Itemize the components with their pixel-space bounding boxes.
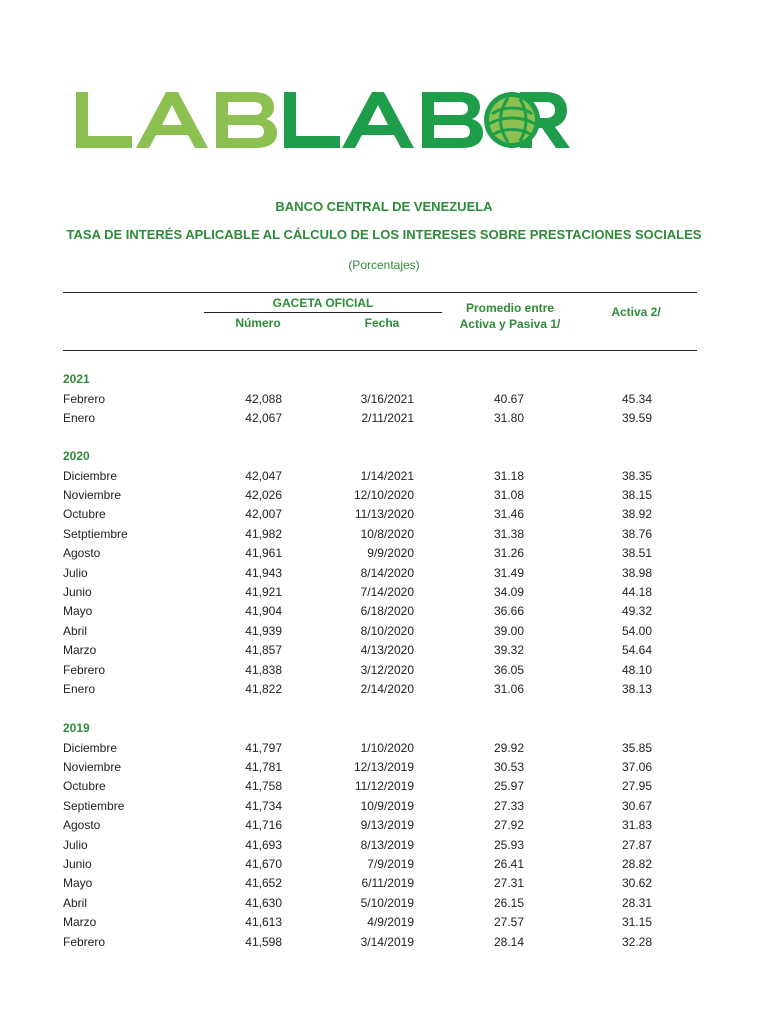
gaceta-date-cell: 1/10/2020 <box>360 740 414 755</box>
month-cell: Mayo <box>63 876 93 891</box>
month-cell: Abril <box>63 623 88 638</box>
gaceta-date-cell: 3/16/2021 <box>360 391 414 406</box>
gaceta-rule <box>204 312 442 313</box>
activa-cell: 38.13 <box>621 681 652 696</box>
gaceta-number-cell: 41,693 <box>245 837 282 852</box>
month-cell: Febrero <box>63 662 106 677</box>
globe-icon <box>484 92 540 148</box>
table-row <box>0 857 768 875</box>
table-row <box>0 411 768 429</box>
gaceta-number-cell: 41,781 <box>245 759 282 774</box>
gaceta-date-cell: 11/12/2019 <box>354 779 414 794</box>
month-cell: Junio <box>63 856 92 871</box>
month-cell: Abril <box>63 895 88 910</box>
gaceta-date-cell: 7/14/2020 <box>360 584 414 599</box>
activa-cell: 28.82 <box>621 856 652 871</box>
gaceta-number-cell: 41,716 <box>245 818 282 833</box>
month-cell: Diciembre <box>63 740 118 755</box>
gaceta-date-cell: 3/14/2019 <box>360 934 414 949</box>
lablabor-logo <box>72 88 572 152</box>
gaceta-number-cell: 41,921 <box>245 584 282 599</box>
gaceta-date-cell: 8/10/2020 <box>360 623 414 638</box>
promedio-cell: 31.06 <box>493 681 524 696</box>
fecha-header: Fecha <box>364 316 400 330</box>
activa-cell: 49.32 <box>621 604 652 619</box>
gaceta-number-cell: 42,026 <box>245 487 282 502</box>
gaceta-date-cell: 12/10/2020 <box>353 487 414 502</box>
month-cell: Febrero <box>63 934 106 949</box>
activa-cell: 38.98 <box>621 565 652 580</box>
gaceta-date-cell: 12/13/2019 <box>353 759 414 774</box>
header-top-rule <box>63 292 697 293</box>
month-cell: Febrero <box>63 391 106 406</box>
activa-cell: 31.83 <box>621 818 652 833</box>
promedio-header-line2: Activa y Pasiva 1/ <box>459 317 561 331</box>
promedio-cell: 31.26 <box>493 546 524 561</box>
table-row <box>0 876 768 894</box>
table-row <box>0 741 768 759</box>
gaceta-date-cell: 6/18/2020 <box>360 604 414 619</box>
gaceta-date-cell: 7/9/2019 <box>367 856 414 871</box>
gaceta-date-cell: 10/8/2020 <box>360 526 414 541</box>
activa-cell: 30.67 <box>621 798 652 813</box>
table-row <box>0 585 768 603</box>
gaceta-number-cell: 42,047 <box>245 468 282 483</box>
gaceta-number-cell: 41,630 <box>245 895 282 910</box>
gaceta-date-cell: 3/12/2020 <box>360 662 414 677</box>
table-row <box>0 760 768 778</box>
table-row <box>0 488 768 506</box>
table-row <box>0 663 768 681</box>
gaceta-number-cell: 41,613 <box>245 915 282 930</box>
table-row <box>0 469 768 487</box>
activa-cell: 31.15 <box>621 915 652 930</box>
gaceta-date-cell: 11/13/2020 <box>354 507 414 522</box>
table-row <box>0 624 768 642</box>
promedio-cell: 31.46 <box>493 507 524 522</box>
gaceta-number-cell: 41,904 <box>245 604 282 619</box>
table-row <box>0 392 768 410</box>
table-row <box>0 527 768 545</box>
gaceta-number-cell: 41,758 <box>245 779 282 794</box>
month-cell: Diciembre <box>63 468 118 483</box>
gaceta-number-cell: 41,734 <box>245 798 282 813</box>
activa-cell: 38.76 <box>621 526 652 541</box>
promedio-cell: 27.31 <box>493 876 524 891</box>
promedio-cell: 26.15 <box>493 895 524 910</box>
gaceta-date-cell: 9/13/2019 <box>360 818 414 833</box>
month-cell: Agosto <box>63 818 101 833</box>
table-row <box>0 915 768 933</box>
table-row <box>0 566 768 584</box>
gaceta-date-cell: 6/11/2019 <box>361 876 414 891</box>
activa-cell: 27.87 <box>621 837 652 852</box>
promedio-cell: 29.92 <box>493 740 524 755</box>
promedio-cell: 26.41 <box>493 856 524 871</box>
table-row <box>0 779 768 797</box>
activa-cell: 30.62 <box>621 876 652 891</box>
promedio-header-line1: Promedio entre <box>465 301 555 315</box>
gaceta-date-cell: 2/11/2021 <box>361 410 414 425</box>
gaceta-header: GACETA OFICIAL <box>272 296 374 310</box>
month-cell: Enero <box>63 681 96 696</box>
promedio-cell: 34.09 <box>493 584 524 599</box>
month-cell: Julio <box>63 565 88 580</box>
gaceta-date-cell: 10/9/2019 <box>360 798 414 813</box>
gaceta-number-cell: 41,857 <box>245 643 282 658</box>
month-cell: Setptiembre <box>63 526 128 541</box>
gaceta-date-cell: 8/14/2020 <box>360 565 414 580</box>
table-row <box>0 799 768 817</box>
gaceta-number-cell: 42,067 <box>245 410 282 425</box>
month-cell: Agosto <box>63 546 101 561</box>
year-heading: 2019 <box>63 721 90 735</box>
promedio-cell: 25.97 <box>493 779 524 794</box>
month-cell: Octubre <box>63 507 106 522</box>
gaceta-number-cell: 41,838 <box>245 662 282 677</box>
gaceta-number-cell: 41,598 <box>245 934 282 949</box>
activa-cell: 38.35 <box>621 468 652 483</box>
table-row <box>0 838 768 856</box>
gaceta-number-cell: 41,652 <box>245 876 282 891</box>
year-heading: 2020 <box>63 449 90 463</box>
gaceta-date-cell: 1/14/2021 <box>360 468 414 483</box>
month-cell: Marzo <box>63 915 97 930</box>
table-row <box>0 507 768 525</box>
promedio-cell: 30.53 <box>493 759 524 774</box>
numero-header: Número <box>235 316 281 330</box>
activa-cell: 35.85 <box>621 740 652 755</box>
activa-cell: 44.18 <box>621 584 652 599</box>
activa-cell: 38.92 <box>621 507 652 522</box>
bank-title: BANCO CENTRAL DE VENEZUELA <box>275 199 493 214</box>
table-row <box>0 643 768 661</box>
gaceta-number-cell: 42,007 <box>245 507 282 522</box>
promedio-cell: 27.92 <box>493 818 524 833</box>
promedio-cell: 27.57 <box>493 915 524 930</box>
gaceta-number-cell: 41,939 <box>245 623 282 638</box>
activa-cell: 45.34 <box>621 391 652 406</box>
month-cell: Julio <box>63 837 88 852</box>
month-cell: Enero <box>63 410 96 425</box>
gaceta-date-cell: 2/14/2020 <box>360 681 414 696</box>
gaceta-date-cell: 5/10/2019 <box>360 895 414 910</box>
promedio-cell: 25.93 <box>493 837 524 852</box>
activa-cell: 28.31 <box>621 895 652 910</box>
promedio-cell: 39.32 <box>493 643 524 658</box>
gaceta-number-cell: 41,943 <box>245 565 282 580</box>
units-label: (Porcentajes) <box>348 258 420 272</box>
activa-cell: 54.64 <box>621 643 652 658</box>
table-row <box>0 818 768 836</box>
report-subtitle: TASA DE INTERÉS APLICABLE AL CÁLCULO DE LOS INTERESES SOBRE PRESTACIONES SOCIALES <box>66 227 702 242</box>
promedio-cell: 39.00 <box>493 623 524 638</box>
promedio-cell: 31.38 <box>493 526 524 541</box>
gaceta-number-cell: 42,088 <box>245 391 282 406</box>
month-cell: Marzo <box>63 643 97 658</box>
promedio-cell: 40.67 <box>493 391 524 406</box>
activa-cell: 38.15 <box>621 487 652 502</box>
month-cell: Noviembre <box>63 487 122 502</box>
gaceta-number-cell: 41,982 <box>245 526 282 541</box>
activa-cell: 48.10 <box>621 662 652 677</box>
gaceta-date-cell: 8/13/2019 <box>360 837 414 852</box>
promedio-cell: 31.80 <box>493 410 524 425</box>
gaceta-number-cell: 41,822 <box>245 681 282 696</box>
gaceta-number-cell: 41,797 <box>245 740 282 755</box>
gaceta-date-cell: 4/9/2019 <box>367 915 414 930</box>
activa-header: Activa 2/ <box>611 305 661 319</box>
activa-cell: 32.28 <box>621 934 652 949</box>
table-row <box>0 935 768 953</box>
table-row <box>0 546 768 564</box>
month-cell: Mayo <box>63 604 93 619</box>
activa-cell: 54.00 <box>621 623 652 638</box>
month-cell: Septiembre <box>63 798 125 813</box>
promedio-cell: 31.08 <box>493 487 524 502</box>
activa-cell: 39.59 <box>621 410 652 425</box>
table-row <box>0 604 768 622</box>
gaceta-date-cell: 9/9/2020 <box>367 546 414 561</box>
table-row <box>0 896 768 914</box>
year-heading: 2021 <box>63 372 90 386</box>
table-row <box>0 682 768 700</box>
promedio-cell: 36.66 <box>493 604 524 619</box>
month-cell: Octubre <box>63 779 106 794</box>
month-cell: Noviembre <box>63 759 122 774</box>
promedio-cell: 31.18 <box>493 468 524 483</box>
promedio-cell: 27.33 <box>493 798 524 813</box>
header-bottom-rule <box>63 350 697 351</box>
activa-cell: 27.95 <box>621 779 652 794</box>
gaceta-date-cell: 4/13/2020 <box>360 643 414 658</box>
gaceta-number-cell: 41,670 <box>245 856 282 871</box>
promedio-cell: 31.49 <box>493 565 524 580</box>
gaceta-number-cell: 41,961 <box>245 546 282 561</box>
promedio-cell: 28.14 <box>493 934 524 949</box>
promedio-cell: 36.05 <box>493 662 524 677</box>
month-cell: Junio <box>63 584 92 599</box>
activa-cell: 37.06 <box>621 759 652 774</box>
activa-cell: 38.51 <box>621 546 652 561</box>
